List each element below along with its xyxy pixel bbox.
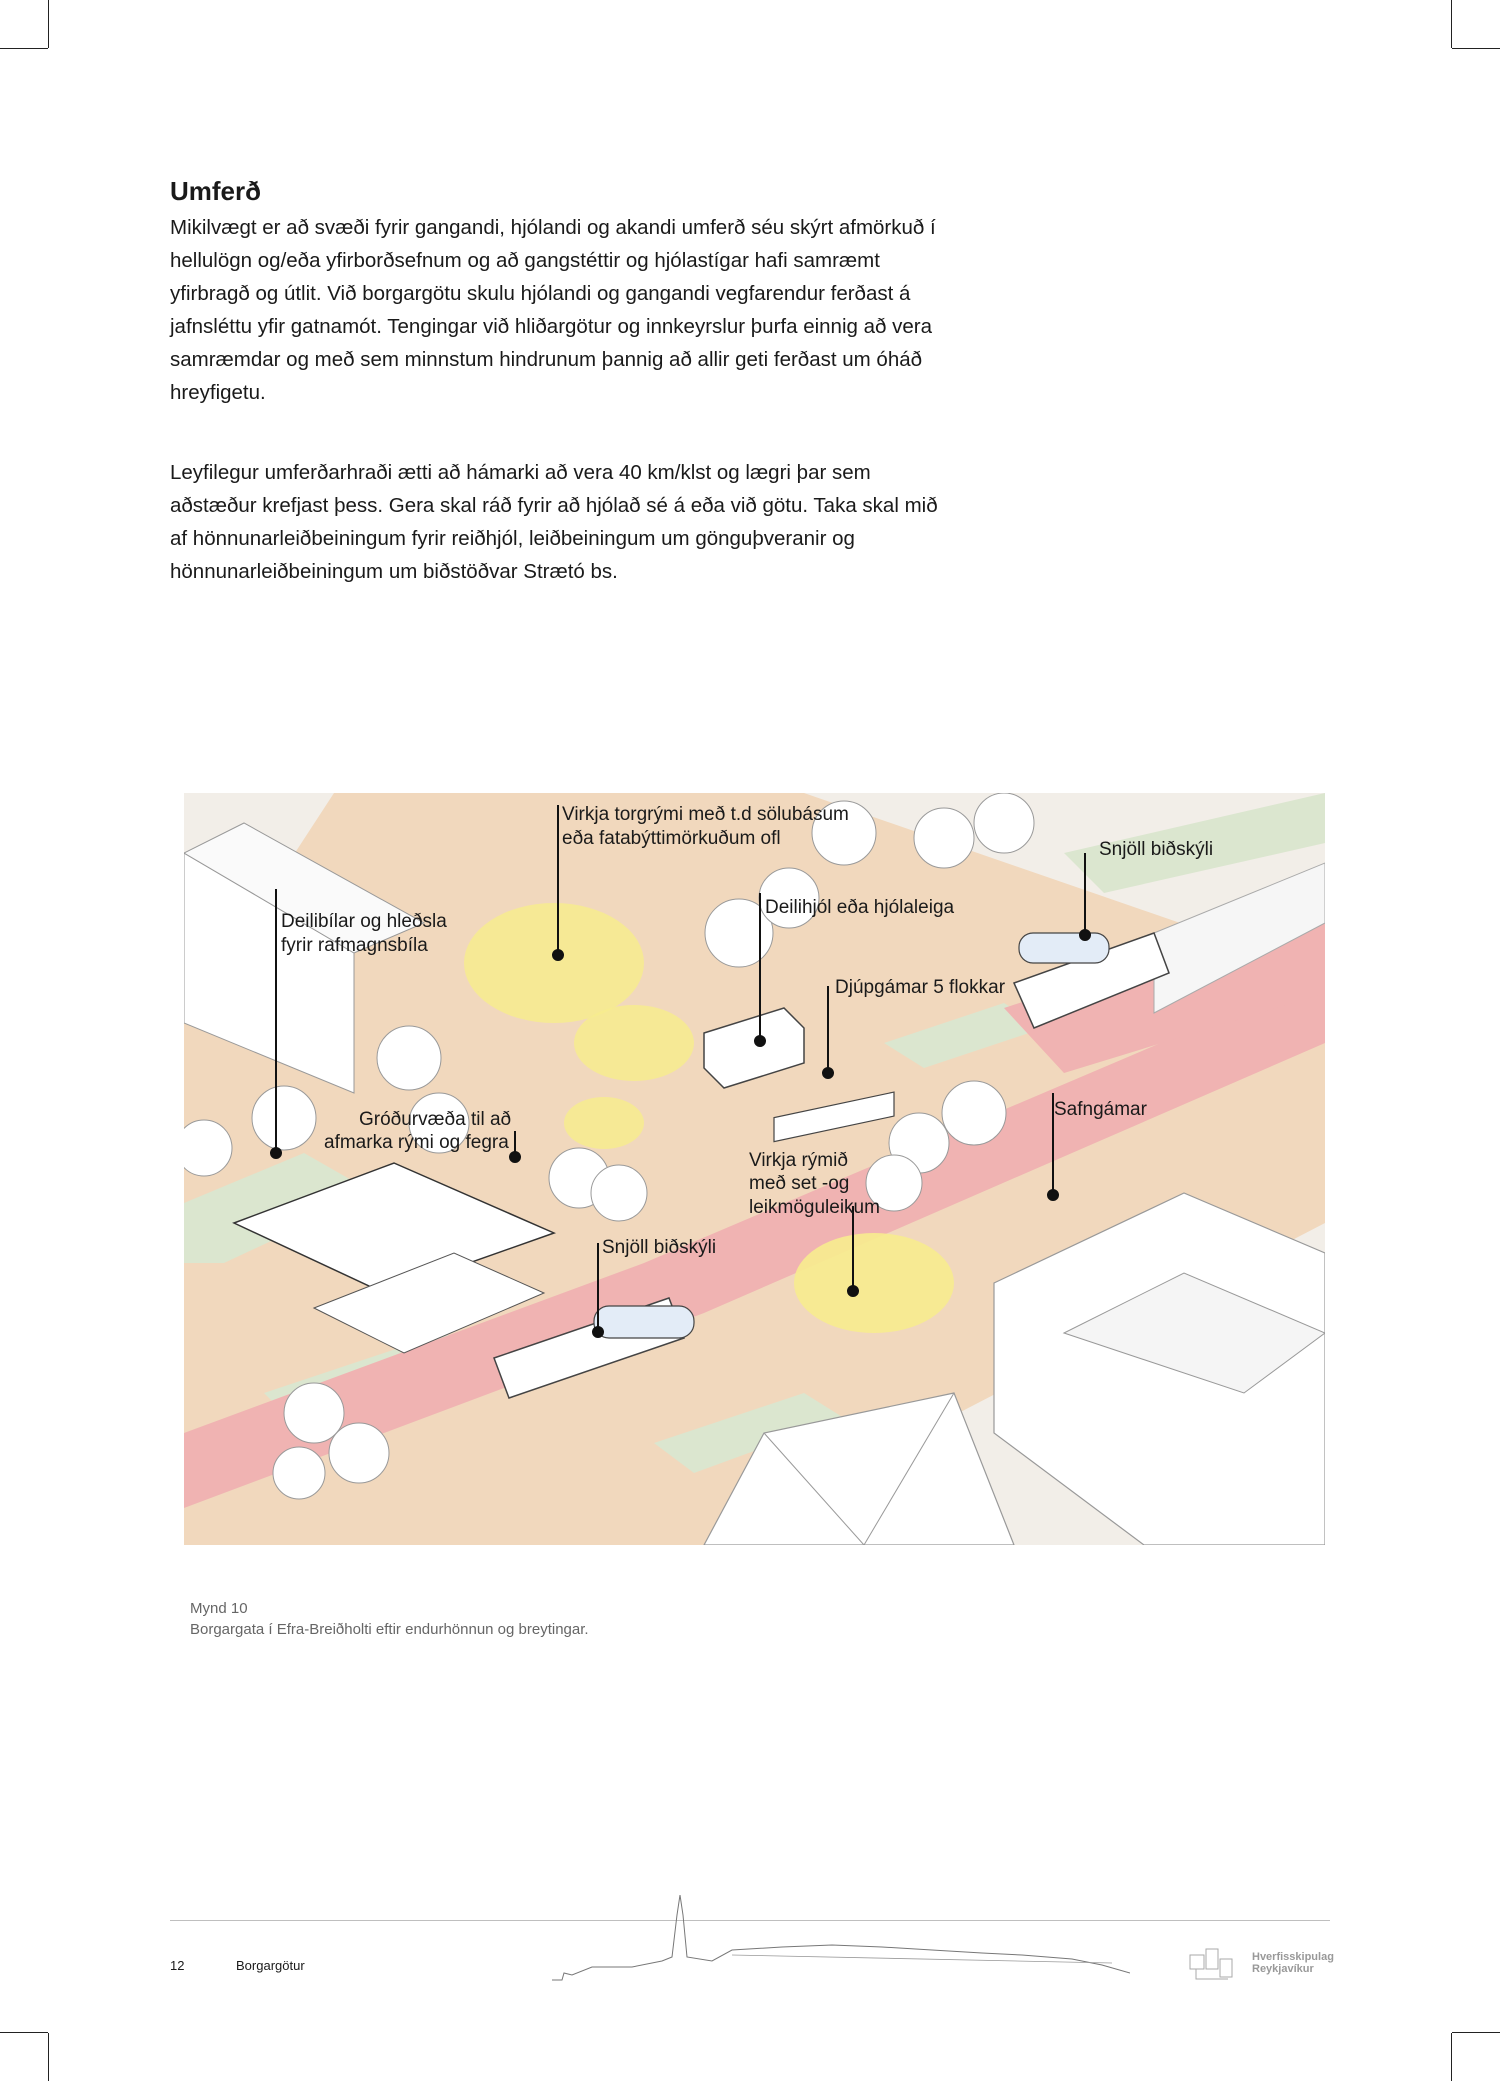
- crop-mark: [48, 0, 49, 48]
- label-djupgamar: Djúpgámar 5 flokkar: [835, 977, 1006, 998]
- label-torgrymi-line1: Virkja torgrými með t.d sölubásum: [562, 804, 849, 825]
- logo-line1: Hverfisskipulag: [1252, 1951, 1334, 1963]
- crop-mark: [0, 48, 48, 49]
- label-snjoll-bidskyli-top: Snjöll biðskýli: [1099, 839, 1214, 860]
- crop-mark: [1452, 48, 1500, 49]
- crop-mark: [48, 2033, 49, 2081]
- label-virkja-line2: með set -og: [749, 1173, 850, 1194]
- body-paragraph-1: Mikilvægt er að svæði fyrir gangandi, hjólandi og akandi umferð séu skýrt afmörkuð í hellulögn og/eða yfirborðsefnum og að gangstéttir og hjólastígar hafi samræmt yfirbragð og útlit. Við borgargötu skulu hjólandi og gangandi vegfarendur ferðast á jafnsléttu yfir gatnamót. Tengingar við hliðargötur og innkeyrslur þurfa einnig að vera samræmdar og með sem minnstum hindrunum þannig að allir geti ferðast um óháð hreyfigetu.: [170, 216, 936, 404]
- label-virkja-line1: Virkja rýmið: [749, 1150, 848, 1171]
- logo-wordmark: [1252, 1951, 1334, 1975]
- section-heading: Umferð: [170, 176, 262, 206]
- footer-title: Borgargötur: [236, 1958, 305, 1973]
- figure-caption: [190, 1598, 589, 1640]
- caption-number: Mynd 10: [190, 1600, 248, 1617]
- page-number: 12: [170, 1958, 185, 1973]
- skyline-illustration: [552, 1895, 1130, 1985]
- crop-mark: [1451, 0, 1452, 48]
- caption-text: Borgargata í Efra-Breiðholti eftir endurhönnun og breytingar.: [190, 1621, 589, 1638]
- crop-mark: [0, 2032, 48, 2033]
- crop-mark: [1452, 2032, 1500, 2033]
- label-torgrymi-line2: eða fatabýttimörkuðum ofl: [562, 828, 781, 849]
- label-deilibilar-line2: fyrir rafmagnsbíla: [281, 935, 428, 956]
- label-grodur-line2: afmarka rými og fegra: [324, 1132, 509, 1153]
- crop-mark: [1451, 2033, 1452, 2081]
- label-grodur-line1: Gróðurvæða til að: [359, 1109, 512, 1130]
- street-illustration: [184, 793, 1325, 1545]
- body-paragraph-2: Leyfilegur umferðarhraði ætti að hámarki að vera 40 km/klst og lægri þar sem aðstæður krefjast þess. Gera skal ráð fyrir að hjólað sé á eða við götu. Taka skal mið af hönnunarleiðbeiningum fyrir reiðhjól, leiðbeiningum um gönguþveranir og hönnunarleiðbeiningum um biðstöðvar Strætó bs.: [170, 461, 938, 583]
- label-deilibilar-line1: Deilibílar og hleðsla: [281, 911, 447, 932]
- label-deilihjol: Deilihjól eða hjólaleiga: [765, 897, 955, 918]
- label-virkja-line3: leikmöguleikum: [749, 1197, 880, 1218]
- label-safngamar: Safngámar: [1054, 1099, 1147, 1120]
- label-snjoll-bidskyli-bottom: Snjöll biðskýli: [602, 1237, 717, 1258]
- logo-line2: Reykjavíkur: [1252, 1963, 1314, 1975]
